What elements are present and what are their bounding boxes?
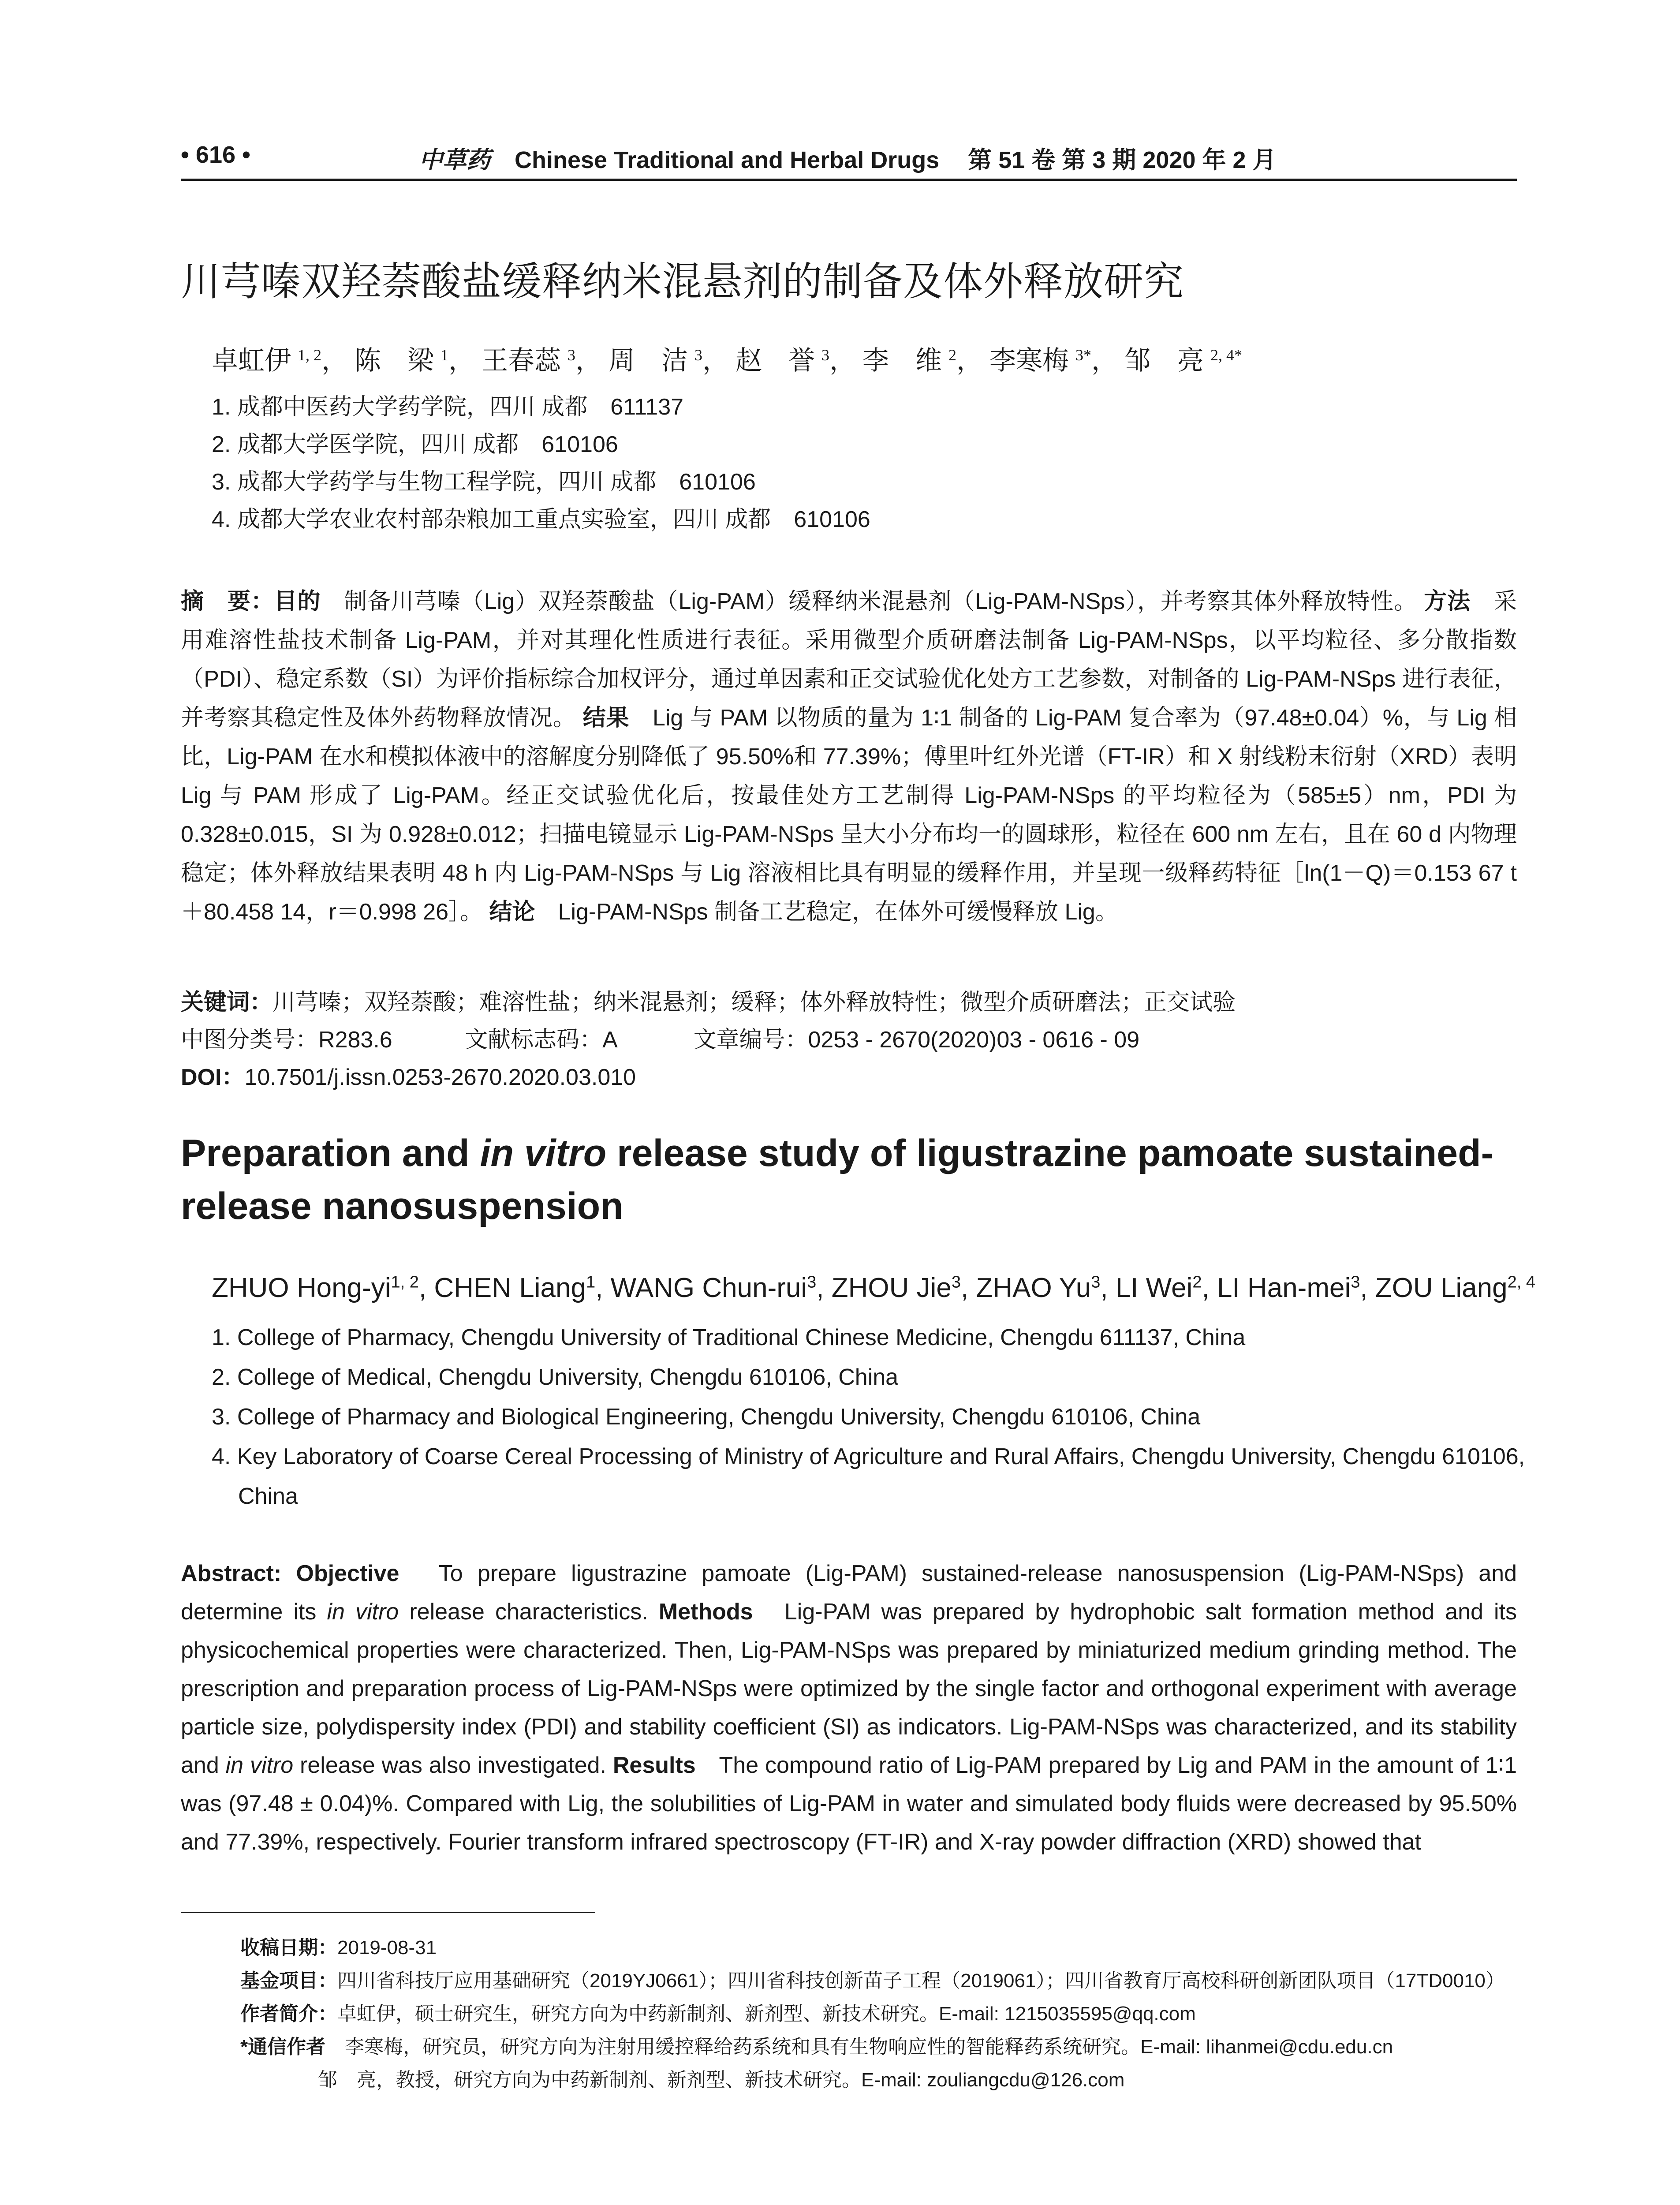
author: WANG Chun-rui$^3$ xyxy=(610,1273,817,1303)
classification-line: 中图分类号：R283.6 文献标志码：A 文章编号：0253 - 2670(2020)03 - 0616 - 09 xyxy=(181,1027,1140,1053)
footnote-author-bio: 作者简介：卓虹伊，硕士研究生，研究方向为中药新制剂、新剂型、新技术研究。E-mail: 1215035595@qq.com xyxy=(240,2003,1196,2025)
english-author-list: ZHUO Hong-yi$^{1, 2}$, CHEN Liang$^1$, WANG Chun-rui$^3$, ZHOU Jie$^3$, ZHAO Yu$^3$, LI Wei$^2$, LI Han-mei$^3$, ZOU Liang$^{2, 4}$ xyxy=(212,1273,1536,1303)
english-affiliation: 4. Key Laboratory of Coarse Cereal Processing of Ministry of Agriculture and Rural Affairs, Chengdu University, Chengdu 610106, xyxy=(212,1444,1525,1469)
journal-title-line xyxy=(419,141,1277,175)
author: LI Wei$^2$ xyxy=(1115,1273,1202,1303)
page-number: • 616 • xyxy=(181,142,250,168)
author: ZHUO Hong-yi$^{1, 2}$ xyxy=(212,1273,419,1303)
english-affiliation: 3. College of Pharmacy and Biological Engineering, Chengdu University, Chengdu 610106, China xyxy=(212,1404,1201,1430)
footnote-received: 收稿日期：2019-08-31 xyxy=(240,1937,437,1958)
doi-link[interactable]: 10.7501/j.issn.0253-2670.2020.03.010 xyxy=(244,1065,636,1090)
chinese-affiliation: 4. 成都大学农业农村部杂粮加工重点实验室，四川 成都 610106 xyxy=(212,507,870,532)
header-divider xyxy=(181,179,1517,181)
author: ZHAO Yu$^3$ xyxy=(976,1273,1101,1303)
chinese-affiliation: 1. 成都中医药大学药学院，四川 成都 611137 xyxy=(212,394,684,420)
chinese-affiliation: 3. 成都大学药学与生物工程学院，四川 成都 610106 xyxy=(212,469,756,495)
doi-line: DOI：10.7501/j.issn.0253-2670.2020.03.010 xyxy=(181,1065,636,1090)
english-affiliation: 1. College of Pharmacy, Chengdu University of Traditional Chinese Medicine, Chengdu 611137, China xyxy=(212,1325,1246,1350)
journal-name: Chinese Traditional and Herbal Drugs xyxy=(515,147,940,173)
chinese-author-list: 卓虹伊 $^{1, 2}$， 陈 梁 $^1$， 王春蕊 $^3$， 周 洁 $^3$， 赵 誉 $^3$， 李 维 $^2$， 李寒梅 $^{3*}$， 邹 亮 $^{2, 4*}$ xyxy=(212,346,1242,375)
keywords: 关键词：川芎嗪；双羟萘酸；难溶性盐；纳米混悬剂；缓释；体外释放特性；微型介质研磨法；正交试验 xyxy=(181,990,1236,1015)
author: 王春蕊 $^3$ xyxy=(482,346,575,375)
author: 赵 誉 $^3$ xyxy=(735,346,829,375)
footnote-divider xyxy=(181,1912,595,1913)
footnote-corresponding: *通信作者 李寒梅，研究员，研究方向为注射用缓控释给药系统和具有生物响应性的智能释药系统研究。E-mail: lihanmei@cdu.edu.cn xyxy=(240,2036,1393,2058)
english-title: Preparation and in vitro release study of ligustrazine pamoate sustained-release nanosuspension xyxy=(181,1132,1494,1227)
chinese-title: 川芎嗪双羟萘酸盐缓释纳米混悬剂的制备及体外释放研究 xyxy=(181,260,1184,304)
running-header xyxy=(181,132,1517,181)
journal-issue: 第 51 卷 第 3 期 2020 年 2 月 xyxy=(968,147,1277,173)
chinese-abstract: 摘 要：目的 制备川芎嗪（Lig）双羟萘酸盐（Lig-PAM）缓释纳米混悬剂（Lig-PAM-NSps），并考察其体外释放特性。 方法 采用难溶性盐技术制备 Lig-PAM，并对其理化性质进行表征。采用微型介质研磨法制备 Lig-PAM-NSps，以平均粒径、多分散指数（PDI）、稳定系数（SI）为评价指标综合加权评分，通过单因素和正交试验优化处方工艺参数，对制备的 Lig-PAM-NSps 进行表征，并考察其稳定性及体外药物释放情况。 结果 Lig 与 PAM 以物质的量为 1∶1 制备的 Lig-PAM 复合率为（97.48±0.04）%，与 Lig 相比，Lig-PAM 在水和模拟体液中的溶解度分别降低了 95.50%和 77.39%；傅里叶红外光谱（FT-IR）和 X 射线粉末衍射（XRD）表明 Lig 与 PAM 形成了 Lig-PAM。经正交试验优化后，按最佳处方工艺制得 Lig-PAM-NSps 的平均粒径为（585±5）nm，PDI 为 0.328±0.015，SI 为 0.928±0.012；扫描电镜显示 Lig-PAM-NSps 呈大小分布均一的圆球形，粒径在 600 nm 左右，且在 60 d 内物理稳定；体外释放结果表明 48 h 内 Lig-PAM-NSps 与 Lig 溶液相比具有明显的缓释作用，并呈现一级释药特征［ln(1－Q)＝0.153 67 t＋80.458 14，r＝0.998 26］。 结论 Lig-PAM-NSps 制备工艺稳定，在体外可缓慢释放 Lig。 xyxy=(181,589,1517,925)
author: CHEN Liang$^1$ xyxy=(434,1273,596,1303)
english-affiliation: 2. College of Medical, Chengdu University, Chengdu 610106, China xyxy=(212,1364,899,1390)
author: 李寒梅 $^{3*}$ xyxy=(989,346,1091,375)
author: ZOU Liang$^{2, 4}$ xyxy=(1375,1273,1536,1303)
journal-logo: 中草药 xyxy=(419,146,490,174)
author: 周 洁 $^3$ xyxy=(609,346,702,375)
author: 邹 亮 $^{2, 4*}$ xyxy=(1124,346,1242,375)
english-affiliation-continued: China xyxy=(238,1484,298,1509)
author: 李 维 $^2$ xyxy=(862,346,956,375)
chinese-affiliation: 2. 成都大学医学院，四川 成都 610106 xyxy=(212,432,618,457)
author: LI Han-mei$^3$ xyxy=(1217,1273,1360,1303)
footnote-funding: 基金项目：四川省科技厅应用基础研究（2019YJ0661）；四川省科技创新苗子工程（2019061）；四川省教育厅高校科研创新团队项目（17TD0010） xyxy=(240,1970,1505,1992)
footnote-corresponding-2: 邹 亮，教授，研究方向为中药新制剂、新剂型、新技术研究。E-mail: zouliangcdu@126.com xyxy=(240,2069,1125,2091)
author: ZHOU Jie$^3$ xyxy=(831,1273,961,1303)
author: 陈 梁 $^1$ xyxy=(355,346,448,375)
author: 卓虹伊 $^{1, 2}$ xyxy=(212,346,321,375)
english-abstract: Abstract: Objective To prepare ligustrazine pamoate (Lig-PAM) sustained-release nanosuspension (Lig-PAM-NSps) and determine its in vitro release characteristics. Methods Lig-PAM was prepared by hydrophobic salt formation method and its physicochemical properties were characterized. Then, Lig-PAM-NSps was prepared by miniaturized medium grinding method. The prescription and preparation process of Lig-PAM-NSps were optimized by the single factor and orthogonal experiment with average particle size, polydispersity index (PDI) and stability coefficient (SI) as indicators. Lig-PAM-NSps was characterized, and its stability and in vitro release was also investigated. Results The compound ratio of Lig-PAM prepared by Lig and PAM in the amount of 1∶1 was (97.48 ± 0.04)%. Compared with Lig, the solubilities of Lig-PAM in water and simulated body fluids were decreased by 95.50% and 77.39%, respectively. Fourier transform infrared spectroscopy (FT-IR) and X-ray powder diffraction (XRD) showed that xyxy=(181,1561,1517,1855)
